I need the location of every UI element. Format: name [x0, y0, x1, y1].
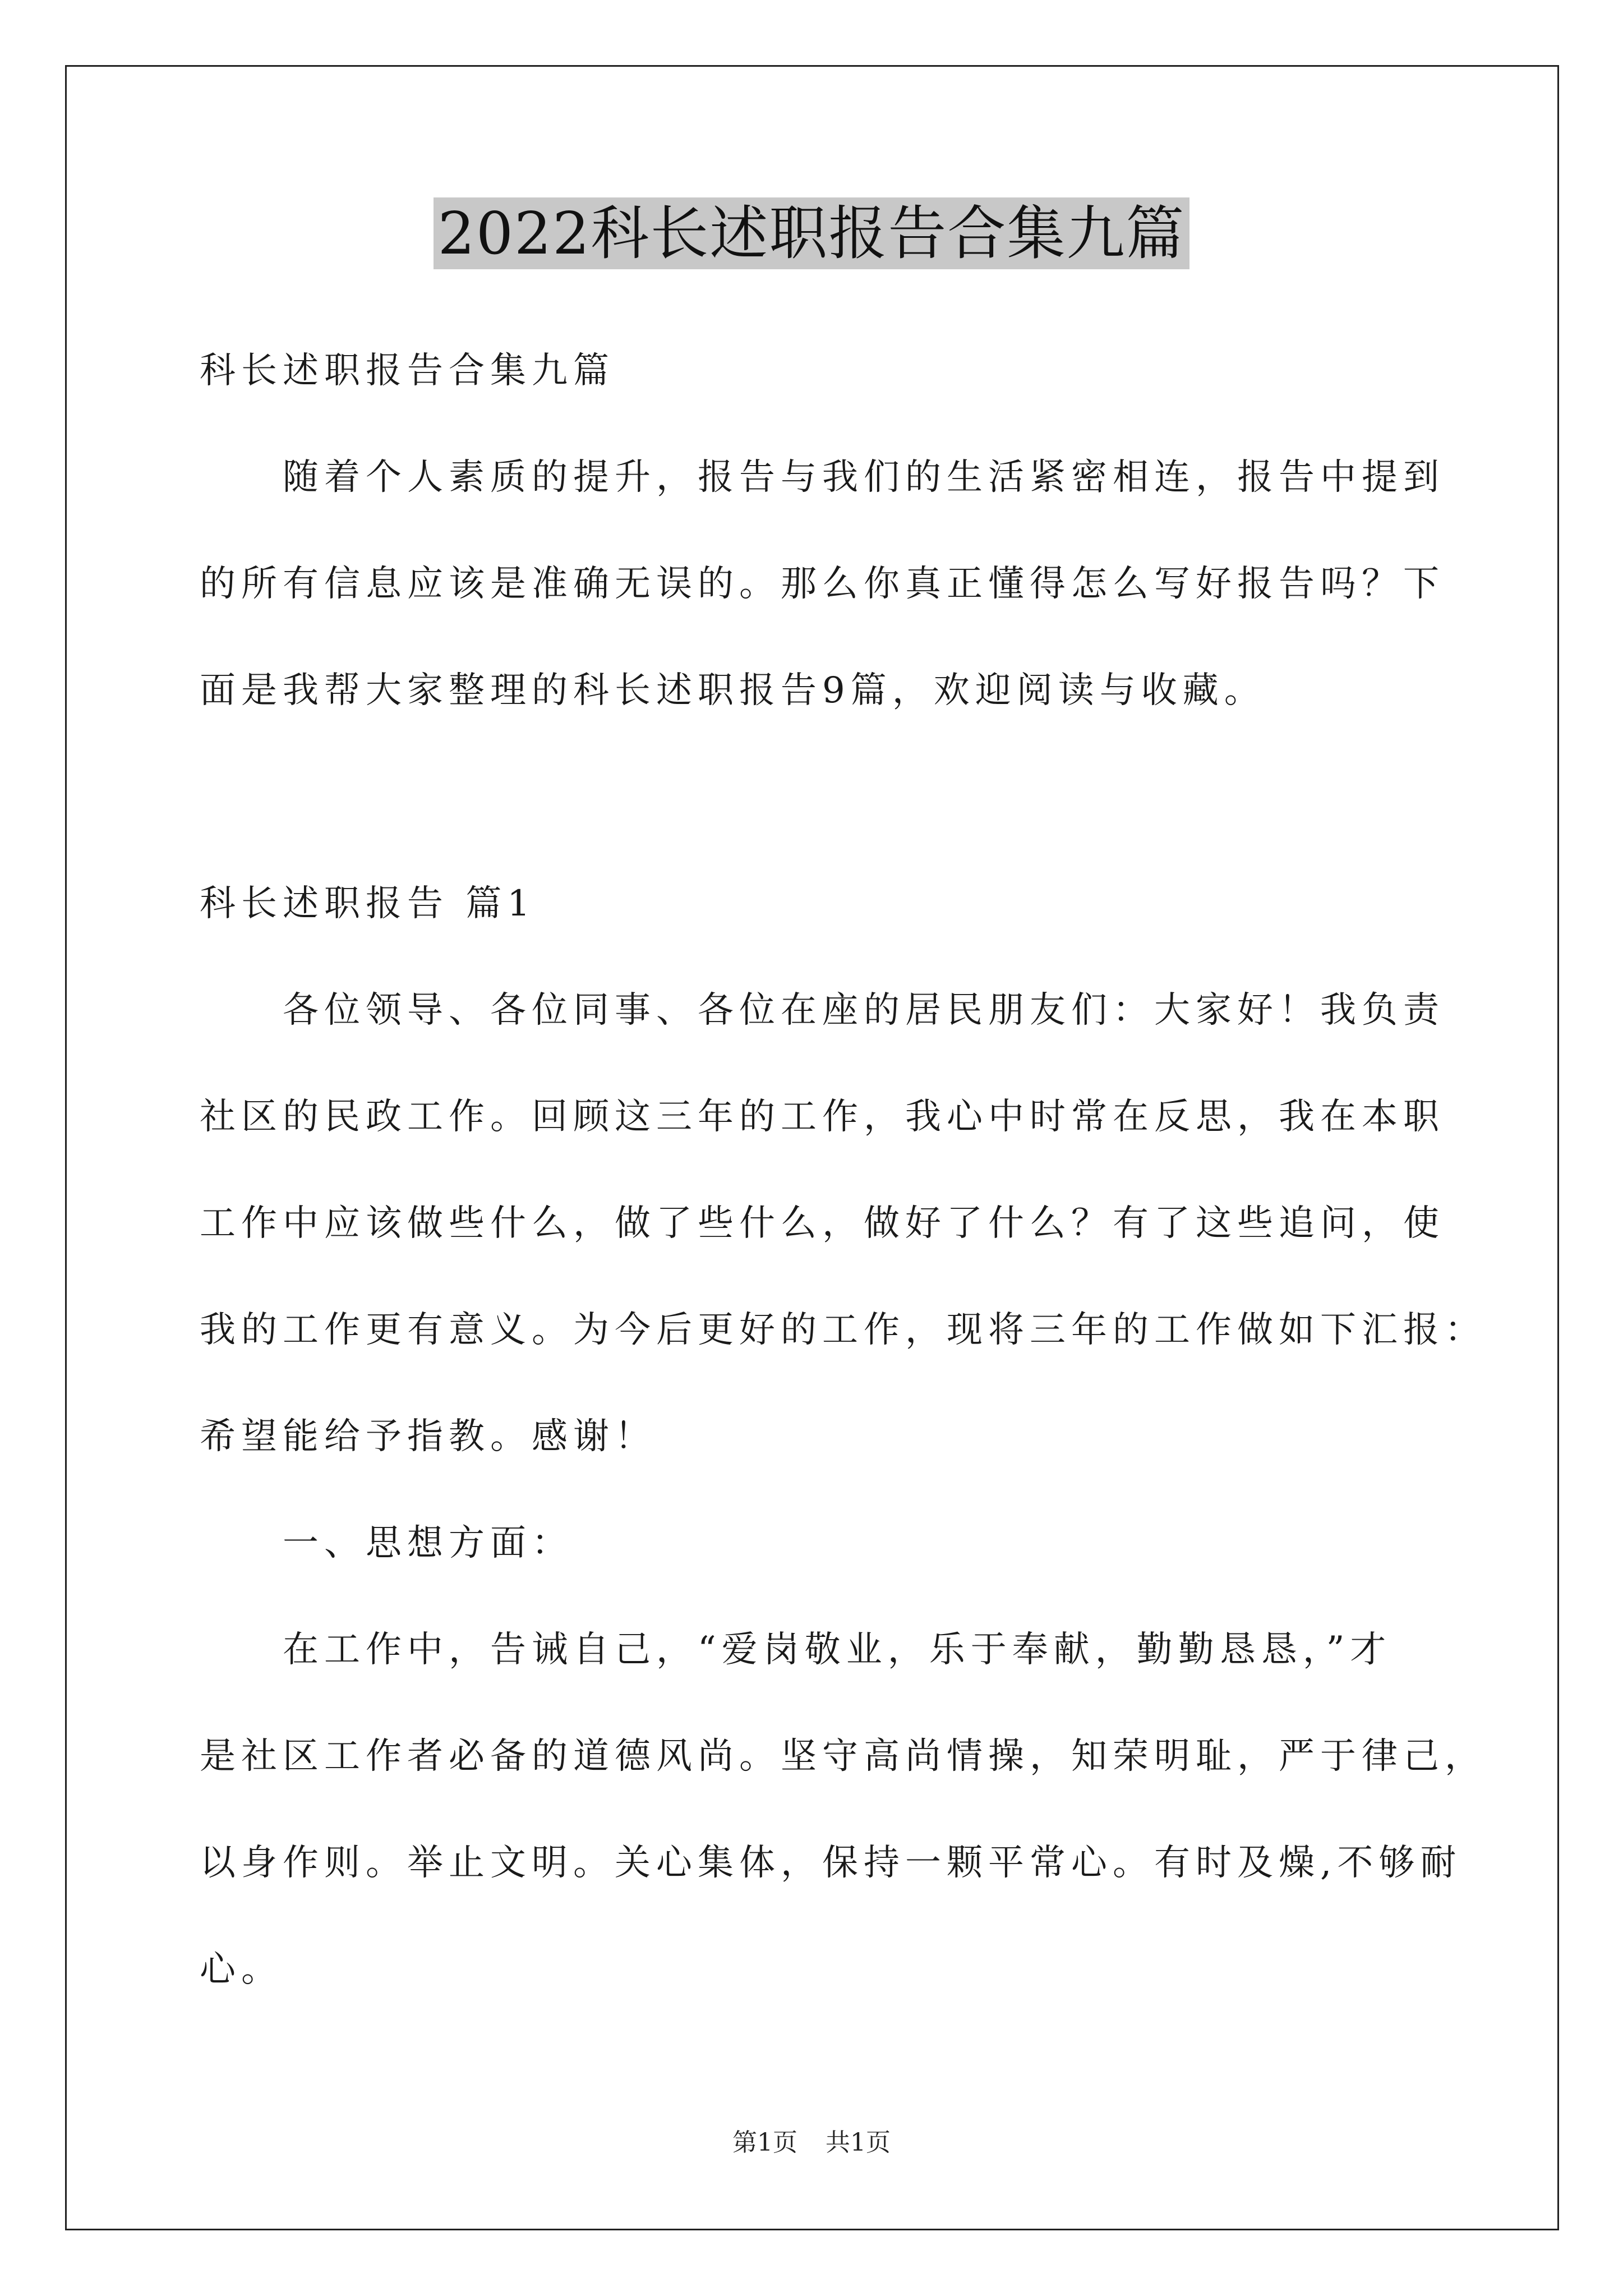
paragraph-line: 各位领导、各位同事、各位在座的居民朋友们：大家好！我负责	[283, 990, 1445, 1031]
paragraph-line: 希望能给予指教。感谢！	[200, 1416, 656, 1457]
section-heading: 科长述职报告 篇1	[200, 883, 536, 924]
page-total: 共1页	[826, 2128, 891, 2157]
paragraph-line: 我的工作更有意义。为今后更好的工作，现将三年的工作做如下汇报：	[200, 1309, 1486, 1351]
document-body	[200, 318, 1486, 2023]
intro-line: 的所有信息应该是准确无误的。那么你真正懂得怎么写好报告吗？下	[200, 563, 1445, 605]
paragraph-line: 社区的民政工作。回顾这三年的工作，我心中时常在反思，我在本职	[200, 1096, 1445, 1138]
intro-line: 随着个人素质的提升，报告与我们的生活紧密相连，报告中提到	[283, 457, 1445, 498]
paragraph-line: 心。	[200, 1949, 283, 1990]
sub-heading: 一、思想方面：	[283, 1522, 573, 1564]
paragraph-line: 工作中应该做些什么，做了些什么，做好了什么？有了这些追问，使	[200, 1203, 1445, 1244]
spacer	[200, 744, 1431, 850]
paragraph-line: 在工作中，告诫自己，“爱岗敬业，乐于奉献，勤勤恳恳，”才	[283, 1629, 1392, 1671]
paragraph-line: 是社区工作者必备的道德风尚。坚守高尚情操，知荣明耻，严于律己，	[200, 1736, 1486, 1777]
document-subtitle: 科长述职报告合集九篇	[200, 350, 615, 392]
title-container	[0, 197, 1623, 269]
page-number: 第1页	[732, 2128, 797, 2157]
intro-line: 面是我帮大家整理的科长述职报告9篇，欢迎阅读与收藏。	[200, 670, 1266, 711]
page-footer	[0, 2126, 1623, 2160]
paragraph-line: 以身作则。举止文明。关心集体，保持一颗平常心。有时及燥,不够耐	[200, 1842, 1462, 1884]
document-title: 2022科长述职报告合集九篇	[434, 197, 1190, 269]
